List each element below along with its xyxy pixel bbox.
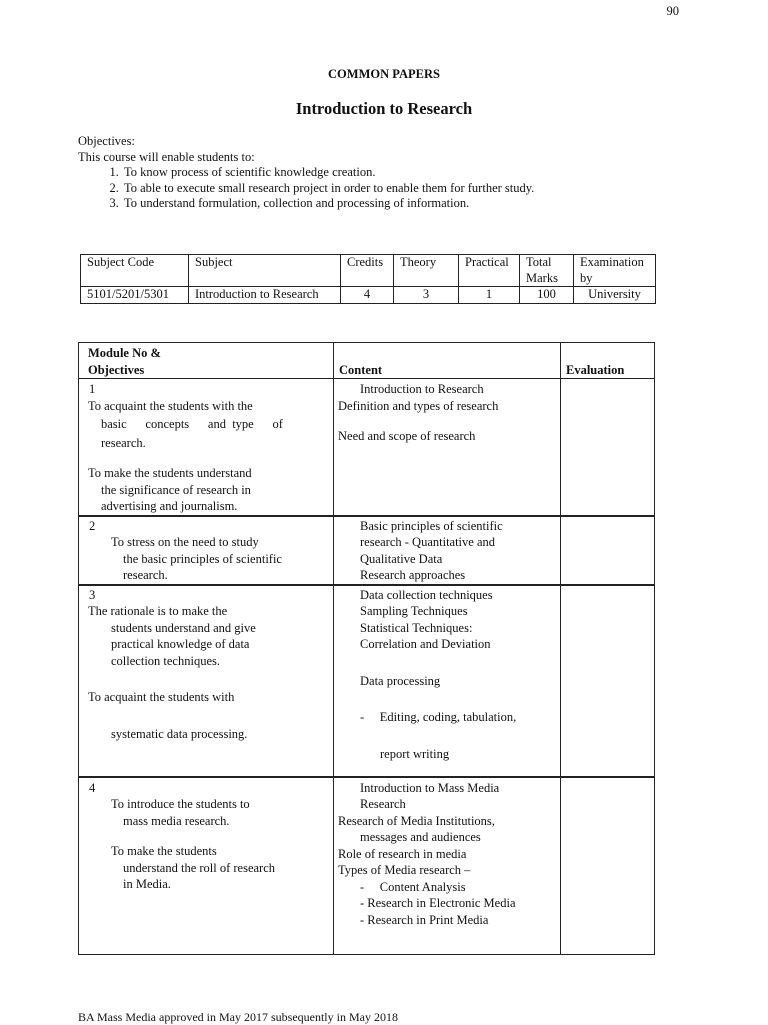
subject-table-row [81, 287, 656, 304]
module-number: 4 [89, 780, 96, 795]
header-evaluation: Evaluation [561, 343, 655, 379]
page-footer: BA Mass Media approved in May 2017 subsequently in May 2018 [78, 1010, 398, 1024]
content-line: Sampling Techniques [360, 604, 468, 618]
header-subject-code: Subject Code [81, 255, 189, 287]
section-heading: COMMON PAPERS [328, 67, 440, 81]
objective-line: The rationale is to make the [88, 604, 228, 618]
header-practical: Practical [459, 255, 520, 287]
content-line: Basic principles of scientific [360, 518, 503, 533]
objective-line: understand the roll of research [123, 860, 276, 875]
objective-line: in Media. [123, 877, 171, 891]
content-line: - Content Analysis [360, 879, 466, 894]
content-line: report writing [380, 746, 450, 761]
content-line: research - Quantitative and [360, 535, 496, 549]
objective-line: systematic data processing. [111, 726, 248, 741]
content-line: Need and scope of research [338, 429, 476, 443]
module-evaluation-cell [561, 379, 655, 516]
header-theory: Theory [394, 255, 459, 287]
content-line: messages and audiences [360, 830, 481, 844]
subject-table [80, 254, 656, 304]
objective-line: the significance of research in [101, 482, 251, 497]
content-line: Research approaches [360, 568, 466, 582]
content-line: - Research in Electronic Media [360, 896, 516, 910]
content-line: Research [360, 797, 406, 811]
module-content-cell [334, 379, 561, 516]
objective-item: 3. To understand formulation, collection and processing of information. [122, 196, 678, 212]
header-credits: Credits [341, 255, 394, 287]
spacer [334, 414, 560, 428]
module-table-header-row [79, 343, 655, 379]
module-objectives-cell [79, 777, 334, 955]
objective-item: 2. To able to execute small research project in order to enable them for further study. [122, 181, 678, 197]
content-line: Statistical Techniques: [360, 620, 473, 635]
content-line: Role of research in media [338, 846, 467, 861]
subject-table-header-row [81, 255, 656, 287]
objective-line: collection techniques. [111, 653, 220, 668]
cell-theory: 3 [394, 287, 459, 304]
cell-total-marks: 100 [520, 287, 574, 304]
module-row-4 [79, 777, 655, 955]
objective-line: To make the students [111, 844, 217, 858]
content-line: Data collection techniques [360, 587, 493, 602]
spacer [79, 451, 333, 465]
header-module-line1: Module No & [88, 346, 161, 360]
module-evaluation-cell [561, 777, 655, 955]
spacer [79, 829, 333, 843]
cell-credits: 4 [341, 287, 394, 304]
content-line: Data processing [360, 673, 441, 688]
content-line: - Research in Print Media [360, 912, 489, 927]
objective-line: To make the students understand [88, 466, 252, 480]
objective-line: research. [101, 435, 146, 450]
module-number: 2 [89, 518, 96, 533]
module-content-cell [334, 516, 561, 585]
cell-subject-code: 5101/5201/5301 [81, 287, 189, 304]
objectives-intro: This course will enable students to: [78, 149, 255, 164]
objective-line: the basic principles of scientific [123, 551, 282, 566]
content-line: Research of Media Institutions, [338, 813, 495, 828]
module-row-1 [79, 379, 655, 516]
cell-practical: 1 [459, 287, 520, 304]
module-objectives-cell [79, 585, 334, 777]
objectives-block [78, 134, 678, 212]
objective-line: To acquaint the students with [88, 690, 235, 704]
cell-subject: Introduction to Research [189, 287, 341, 304]
header-total-marks: Total Marks [520, 255, 574, 287]
module-row-3 [79, 585, 655, 777]
module-content-cell [334, 777, 561, 955]
module-evaluation-cell [561, 585, 655, 777]
content-line: - Editing, coding, tabulation, [360, 710, 517, 724]
objective-line: practical knowledge of data [111, 637, 250, 651]
spacer [334, 653, 560, 673]
spacer [334, 689, 560, 709]
content-line: Qualitative Data [360, 551, 443, 566]
objective-line: To stress on the need to study [111, 535, 259, 549]
header-module-line2: Objectives [88, 362, 145, 377]
content-line: Introduction to Research [360, 382, 484, 396]
page-number: 90 [666, 4, 679, 18]
objective-line: advertising and journalism. [101, 499, 238, 513]
objective-line: research. [123, 568, 168, 582]
module-row-2 [79, 516, 655, 585]
objective-item: 1. To know process of scientific knowledge creation. [122, 165, 678, 181]
course-title: Introduction to Research [295, 99, 473, 118]
module-number: 1 [89, 382, 96, 396]
spacer [79, 669, 333, 689]
objective-line: To introduce the students to [111, 797, 250, 811]
module-number: 3 [89, 587, 96, 602]
content-line: Correlation and Deviation [360, 637, 491, 651]
content-line: Introduction to Mass Media [360, 780, 500, 795]
module-objectives-cell [79, 516, 334, 585]
spacer [79, 706, 333, 726]
module-content-cell [334, 585, 561, 777]
objective-line: To acquaint the students with the [88, 398, 253, 413]
content-line: Definition and types of research [338, 398, 499, 413]
objective-line: basic concepts and type of [101, 417, 283, 431]
header-examination-by: Examination by [574, 255, 656, 287]
objective-line: mass media research. [123, 813, 230, 828]
module-table [78, 342, 655, 955]
objective-line: students understand and give [111, 620, 256, 635]
header-module-objectives [79, 343, 334, 379]
spacer [334, 726, 560, 746]
cell-examination-by: University [574, 287, 656, 304]
header-content: Content [334, 343, 561, 379]
module-objectives-cell [79, 379, 334, 516]
objectives-label: Objectives: [78, 134, 135, 148]
module-evaluation-cell [561, 516, 655, 585]
content-line: Types of Media research – [338, 863, 471, 877]
header-subject: Subject [189, 255, 341, 287]
objectives-list [78, 165, 678, 212]
